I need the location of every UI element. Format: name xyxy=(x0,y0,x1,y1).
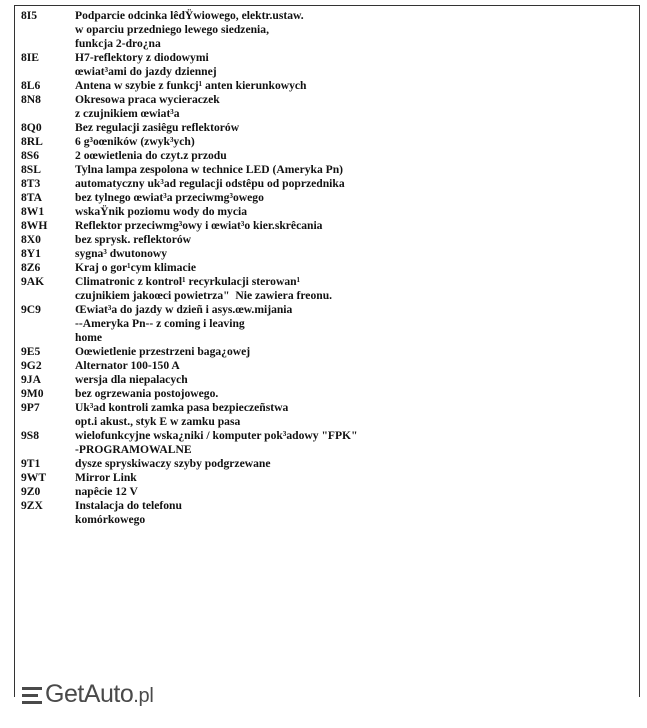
option-description xyxy=(75,275,621,303)
option-row xyxy=(21,247,621,261)
option-description xyxy=(75,261,621,275)
option-code: 8N8 xyxy=(21,93,41,106)
option-description-line: Tylna lampa zespolona w technice LED (Ameryka Pn) xyxy=(75,163,344,176)
option-row xyxy=(21,205,621,219)
option-code: 8W1 xyxy=(21,205,45,218)
logo-tld-text: .pl xyxy=(133,685,154,707)
option-description-line: napêcie 12 V xyxy=(75,485,138,498)
option-row xyxy=(21,79,621,93)
option-description xyxy=(75,51,621,79)
option-description-line: w oparciu przedniego lewego siedzenia, xyxy=(75,23,269,36)
option-description xyxy=(75,499,621,527)
option-code: 8X0 xyxy=(21,233,41,246)
logo-brand-text: GetAuto xyxy=(45,680,134,708)
option-row xyxy=(21,457,621,471)
option-description-line: wielofunkcyjne wska¿niki / komputer pok³adowy "FPK" xyxy=(75,429,358,442)
option-row xyxy=(21,401,621,429)
option-row xyxy=(21,219,621,233)
option-description-line: automatyczny uk³ad regulacji odstêpu od poprzednika xyxy=(75,177,345,190)
option-row xyxy=(21,261,621,275)
option-description xyxy=(75,359,621,373)
option-row xyxy=(21,233,621,247)
equipment-options-list xyxy=(21,9,621,527)
option-description-line: Okresowa praca wycieraczek xyxy=(75,93,220,106)
option-description-line: dysze spryskiwaczy szyby podgrzewane xyxy=(75,457,271,470)
option-description-line: 6 g³oœników (zwyk³ych) xyxy=(75,135,195,148)
option-row xyxy=(21,121,621,135)
option-code: 9M0 xyxy=(21,387,44,400)
option-description-line: funkcja 2-dro¿na xyxy=(75,37,161,50)
option-description xyxy=(75,303,621,345)
option-description-line: Instalacja do telefonu xyxy=(75,499,182,512)
option-row xyxy=(21,387,621,401)
option-description-line: bez ogrzewania postojowego. xyxy=(75,387,219,400)
option-description-line: Kraj o gor¹cym klimacie xyxy=(75,261,196,274)
option-description xyxy=(75,177,621,191)
option-description-line: --Ameryka Pn-- z coming i leaving xyxy=(75,317,245,330)
option-code: 9WT xyxy=(21,471,47,484)
option-description-line: œwiat³ami do jazdy dziennej xyxy=(75,65,217,78)
hamburger-e-icon xyxy=(22,687,42,704)
option-description-line: home xyxy=(75,331,103,344)
option-description-line: Alternator 100-150 A xyxy=(75,359,180,372)
option-description xyxy=(75,79,621,93)
option-row xyxy=(21,93,621,121)
option-row xyxy=(21,163,621,177)
option-description-line: czujnikiem jakoœci powietrza" Nie zawiera freonu. xyxy=(75,289,333,302)
option-row xyxy=(21,135,621,149)
option-code: 8Q0 xyxy=(21,121,42,134)
option-row xyxy=(21,345,621,359)
option-description-line: bez tylnego œwiat³a przeciwmg³owego xyxy=(75,191,264,204)
option-row xyxy=(21,177,621,191)
option-code: 9AK xyxy=(21,275,45,288)
option-description xyxy=(75,345,621,359)
option-description-line: Uk³ad kontroli zamka pasa bezpieczeñstwa xyxy=(75,401,289,414)
option-description-line: Oœwietlenie przestrzeni baga¿owej xyxy=(75,345,251,358)
option-description-line: z czujnikiem œwiat³a xyxy=(75,107,180,120)
option-description xyxy=(75,457,621,471)
option-description-line: Antena w szybie z funkcj¹ anten kierunkowych xyxy=(75,79,307,92)
option-code: 9P7 xyxy=(21,401,40,414)
option-description xyxy=(75,247,621,261)
option-description-line: Reflektor przeciwmg³owy i œwiat³o kier.skrêcania xyxy=(75,219,323,232)
option-description-line: komórkowego xyxy=(75,513,146,526)
option-row xyxy=(21,149,621,163)
option-row xyxy=(21,303,621,345)
option-code: 8WH xyxy=(21,219,48,232)
option-description-line: wersja dla niepalacych xyxy=(75,373,188,386)
option-code: 8I5 xyxy=(21,9,38,22)
option-row xyxy=(21,373,621,387)
option-code: 9C9 xyxy=(21,303,41,316)
option-description-line: sygna³ dwutonowy xyxy=(75,247,168,260)
option-description xyxy=(75,373,621,387)
option-row xyxy=(21,359,621,373)
option-code: 9G2 xyxy=(21,359,42,372)
option-code: 8L6 xyxy=(21,79,41,92)
option-code: 8RL xyxy=(21,135,43,148)
option-row xyxy=(21,471,621,485)
option-row xyxy=(21,9,621,51)
option-code: 9T1 xyxy=(21,457,41,470)
option-description xyxy=(75,9,621,51)
option-code: 9E5 xyxy=(21,345,41,358)
option-description-line: -PROGRAMOWALNE xyxy=(75,443,192,456)
option-description-line: Podparcie odcinka lêdŸwiowego, elektr.ustaw. xyxy=(75,9,304,22)
option-description xyxy=(75,205,621,219)
option-code: 8S6 xyxy=(21,149,40,162)
option-description-line: Mirror Link xyxy=(75,471,137,484)
option-description xyxy=(75,219,621,233)
option-description xyxy=(75,471,621,485)
option-row xyxy=(21,51,621,79)
option-description-line: Œwiat³a do jazdy w dzieñ i asys.œw.mijania xyxy=(75,303,293,316)
option-description xyxy=(75,233,621,247)
option-code: 9JA xyxy=(21,373,41,386)
getauto-logo[interactable] xyxy=(22,680,153,708)
option-description xyxy=(75,149,621,163)
option-description-line: Climatronic z kontrol¹ recyrkulacji sterowan¹ xyxy=(75,275,301,288)
option-code: 9S8 xyxy=(21,429,40,442)
option-description xyxy=(75,429,621,457)
option-code: 8TA xyxy=(21,191,43,204)
option-code: 8T3 xyxy=(21,177,41,190)
option-code: 9Z0 xyxy=(21,485,41,498)
option-description xyxy=(75,135,621,149)
option-description-line: opt.i akust., styk E w zamku pasa xyxy=(75,415,241,428)
option-description xyxy=(75,485,621,499)
option-description-line: bez sprysk. reflektorów xyxy=(75,233,192,246)
option-code: 8IE xyxy=(21,51,40,64)
option-description-line: wskaŸnik poziomu wody do mycia xyxy=(75,205,248,218)
option-description-line: 2 oœwietlenia do czyt.z przodu xyxy=(75,149,227,162)
option-row xyxy=(21,485,621,499)
option-description xyxy=(75,163,621,177)
option-description-line: Bez regulacji zasiêgu reflektorów xyxy=(75,121,240,134)
option-row xyxy=(21,275,621,303)
option-description xyxy=(75,93,621,121)
option-description-line: H7-reflektory z diodowymi xyxy=(75,51,209,64)
option-code: 8Z6 xyxy=(21,261,41,274)
option-description xyxy=(75,191,621,205)
option-code: 8Y1 xyxy=(21,247,41,260)
option-row xyxy=(21,191,621,205)
option-code: 8SL xyxy=(21,163,41,176)
option-row xyxy=(21,499,621,527)
option-row xyxy=(21,429,621,457)
option-description xyxy=(75,401,621,429)
option-code: 9ZX xyxy=(21,499,43,512)
option-description xyxy=(75,121,621,135)
option-description xyxy=(75,387,621,401)
